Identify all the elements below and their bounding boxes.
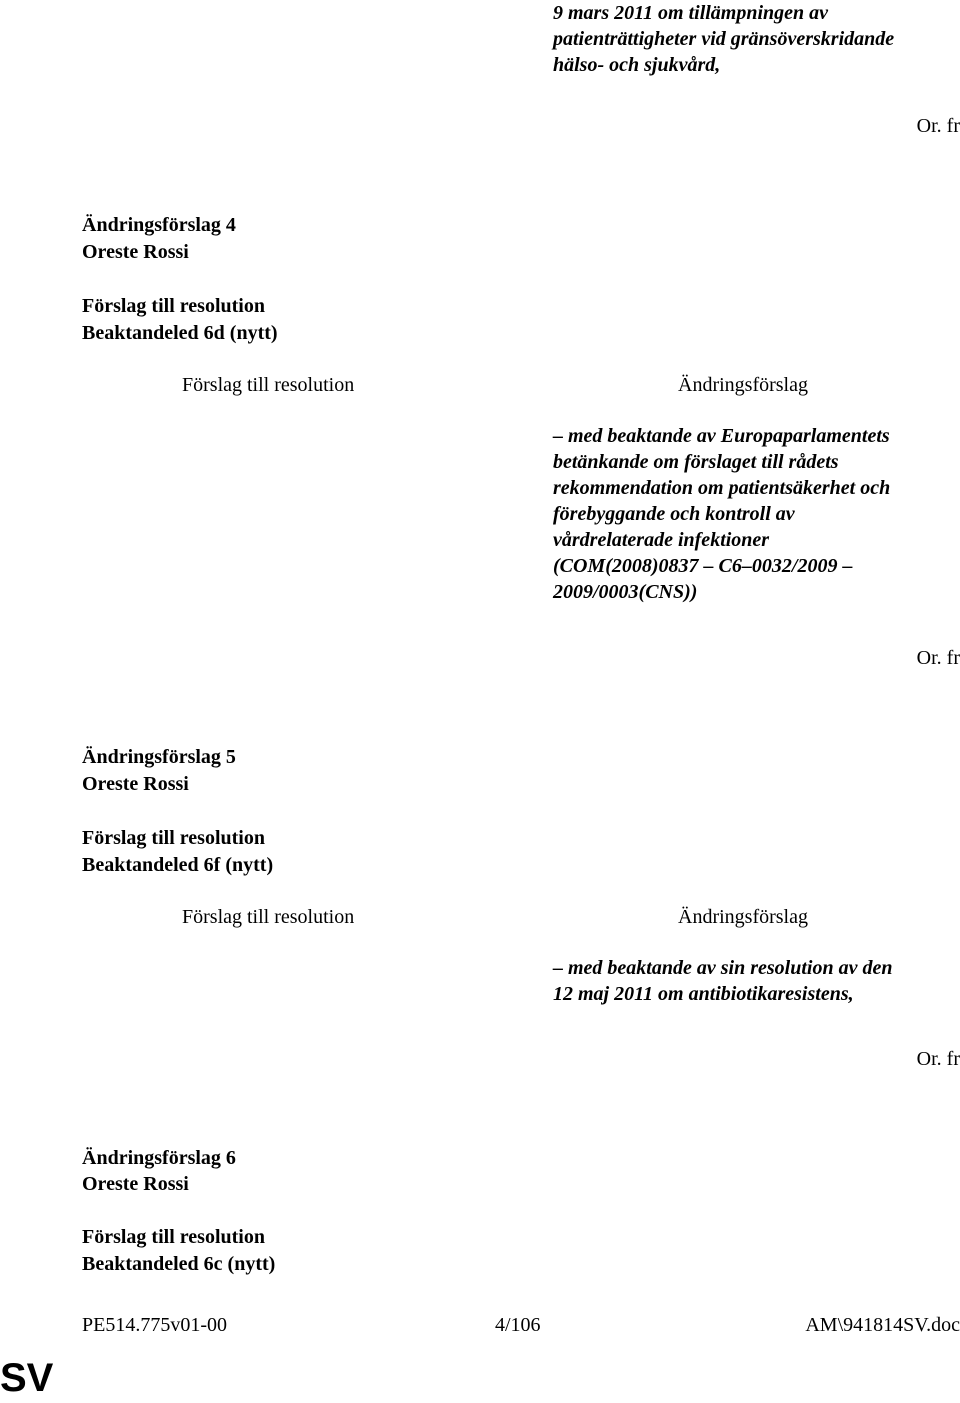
column-header-left: Förslag till resolution — [182, 374, 355, 396]
column-header-right: Ändringsförslag — [678, 906, 808, 928]
citation-reference: Beaktandeled 6c (nytt) — [82, 1253, 276, 1275]
amendment-number: Ändringsförslag 5 — [82, 746, 236, 768]
amendment-text — [553, 423, 890, 605]
continuation-line: hälso- och sjukvård, — [553, 54, 721, 76]
amendment-number: Ändringsförslag 6 — [82, 1147, 236, 1169]
amendment-text-line: 12 maj 2011 om antibiotikaresistens, — [553, 983, 854, 1005]
amendment-text-line: betänkande om förslaget till rådets — [553, 451, 839, 473]
amendment-author: Oreste Rossi — [82, 1173, 189, 1195]
original-language: Or. fr — [916, 647, 960, 669]
footer-doc-name: AM\941814SV.doc — [805, 1314, 960, 1336]
amendment-text-line: – med beaktande av sin resolution av den — [553, 957, 893, 979]
footer-reference: PE514.775v01-00 — [82, 1314, 227, 1336]
amendment-text-line: – med beaktande av Europaparlamentets — [553, 425, 890, 447]
original-language: Or. fr — [916, 1048, 960, 1070]
footer-page-number: 4/106 — [495, 1314, 541, 1336]
amendment-text-line: (COM(2008)0837 – C6–0032/2009 – — [553, 555, 853, 577]
amendment-text-line: förebyggande och kontroll av — [553, 503, 795, 525]
citation-reference: Beaktandeled 6d (nytt) — [82, 322, 278, 344]
amendment-author: Oreste Rossi — [82, 773, 189, 795]
amendment-text-line: 2009/0003(CNS)) — [553, 581, 698, 603]
amendment-text — [553, 955, 892, 1007]
continuation-text — [553, 0, 894, 78]
column-header-right: Ändringsförslag — [678, 374, 808, 396]
original-language: Or. fr — [916, 115, 960, 137]
column-header-left: Förslag till resolution — [182, 906, 355, 928]
language-label: SV — [0, 1356, 54, 1400]
document-type: Förslag till resolution — [82, 827, 265, 849]
document-type: Förslag till resolution — [82, 1226, 265, 1248]
amendment-number: Ändringsförslag 4 — [82, 214, 236, 236]
amendment-author: Oreste Rossi — [82, 241, 189, 263]
document-type: Förslag till resolution — [82, 295, 265, 317]
amendment-text-line: rekommendation om patientsäkerhet och — [553, 477, 891, 499]
amendment-text-line: vårdrelaterade infektioner — [553, 529, 770, 551]
citation-reference: Beaktandeled 6f (nytt) — [82, 854, 274, 876]
continuation-line: patienträttigheter vid gränsöverskridande — [553, 28, 895, 50]
continuation-line: 9 mars 2011 om tillämpningen av — [553, 2, 829, 24]
